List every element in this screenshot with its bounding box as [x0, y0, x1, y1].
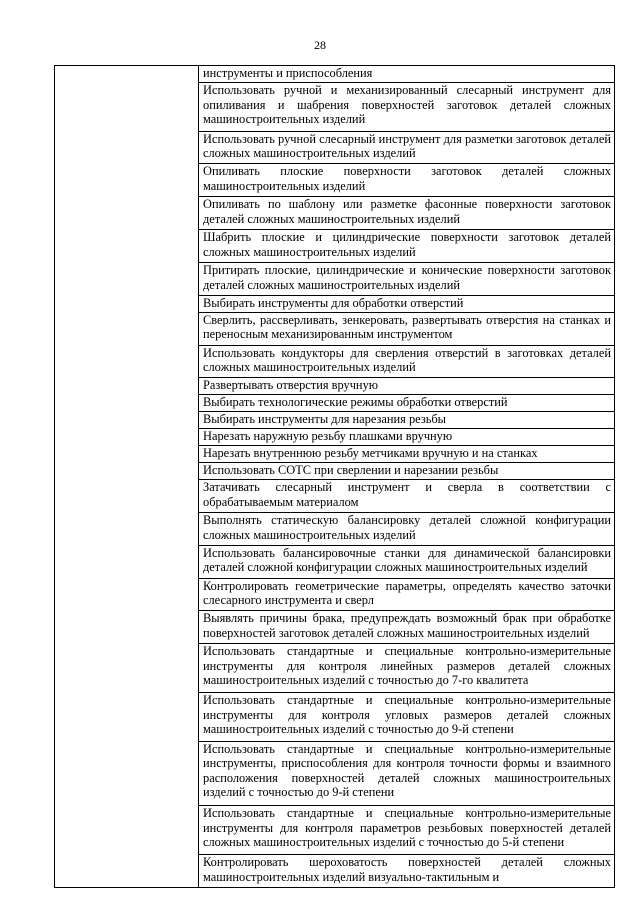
skill-cell: [199, 463, 615, 480]
skill-cell: [199, 578, 615, 611]
skill-cell: [199, 741, 615, 806]
skill-text: Использовать стандартные и специальные контрольно-измерительные инструменты для контроля линейных размеров деталей сложных машиностроительных изделий с точностью до 7-го квалитета: [203, 644, 611, 688]
skill-text: Использовать стандартные и специальные контрольно-измерительные инструменты, приспособления для контроля точности формы и взаимного расположения поверхностей деталей сложных машиностроительных изделий с точностью до 9-й степени: [203, 741, 611, 800]
table-row: [55, 66, 615, 83]
skill-cell: [199, 378, 615, 395]
skill-text: Использовать ручной слесарный инструмент для разметки заготовок деталей сложных машиностроительных изделий: [203, 131, 611, 161]
skill-cell: [199, 345, 615, 378]
page-number: 28: [314, 38, 326, 52]
skill-cell: [199, 644, 615, 693]
skill-text: Выбирать инструменты для обработки отверстий: [203, 295, 464, 310]
skill-text: Шабрить плоские и цилиндрические поверхности заготовок деталей сложных машиностроительных изделий: [203, 230, 611, 259]
skill-cell: [199, 692, 615, 741]
skill-cell: [199, 806, 615, 855]
skill-text: Развертывать отверстия вручную: [203, 378, 379, 393]
skill-text: Опиливать плоские поверхности заготовок деталей сложных машиностроительных изделий: [203, 164, 611, 194]
skill-cell: [199, 66, 615, 83]
skill-text: Выбирать инструменты для нарезания резьбы: [203, 412, 446, 427]
skill-text: Сверлить, рассверливать, зенкеровать, развертывать отверстия на станках и переносным механизированным инструментом: [203, 312, 611, 342]
skill-cell: [199, 395, 615, 412]
empty-left-column-cell: [55, 66, 199, 888]
skill-text: Использовать СОТС при сверлении и нарезании резьбы: [203, 463, 499, 478]
skill-cell: [199, 164, 615, 197]
skill-text: Выбирать технологические режимы обработки отверстий: [203, 395, 508, 410]
skill-text: Затачивать слесарный инструмент и сверла в соответствии с обрабатываемым материалом: [203, 480, 611, 509]
skill-text: Контролировать геометрические параметры, определять качество заточки слесарного инструмента и сверл: [203, 578, 611, 608]
skill-text: Опиливать по шаблону или разметке фасонные поверхности заготовок деталей сложных машиностроительных изделий: [203, 197, 611, 226]
skill-cell: [199, 262, 615, 295]
skill-cell: [199, 230, 615, 263]
skill-text: Использовать стандартные и специальные контрольно-измерительные инструменты для контроля параметров резьбовых поверхностей деталей сложных машиностроительных изделий с точностью до 5-й степени: [203, 806, 611, 850]
skill-cell: [199, 446, 615, 463]
skill-text: Использовать стандартные и специальные контрольно-измерительные инструменты для контроля угловых размеров деталей сложных машиностроительных изделий с точностью до 9-й степени: [203, 692, 611, 737]
skill-text: Использовать ручной и механизированный слесарный инструмент для опиливания и шабрения поверхностей заготовок деталей сложных машиностроительных изделий: [203, 82, 611, 127]
skill-cell: [199, 82, 615, 131]
skill-text: Использовать кондукторы для сверления отверстий в заготовках деталей сложных машиностроительных изделий: [203, 345, 611, 375]
skill-text: Нарезать внутреннюю резьбу метчиками вручную и на станках: [203, 446, 538, 461]
skill-text: Использовать балансировочные станки для динамической балансировки деталей сложной конфигурации сложных машиностроительных изделий: [203, 545, 611, 575]
skill-cell: [199, 611, 615, 644]
skill-text: Контролировать шероховатость поверхностей деталей сложных машиностроительных изделий визуально-тактильным и: [203, 854, 611, 884]
skill-cell: [199, 545, 615, 578]
skill-text: Притирать плоские, цилиндрические и конические поверхности заготовок деталей сложных машиностроительных изделий: [203, 262, 611, 292]
skill-text: Нарезать наружную резьбу плашками вручную: [203, 429, 453, 444]
skill-cell: [199, 412, 615, 429]
skill-text: инструменты и приспособления: [203, 66, 373, 80]
skill-cell: [199, 854, 615, 887]
skills-table: [54, 65, 615, 888]
skills-table-body: [55, 66, 615, 888]
skill-text: Выявлять причины брака, предупреждать возможный брак при обработке поверхностей заготовок деталей сложных машиностроительных изделий: [203, 611, 611, 641]
skill-text: Выполнять статическую балансировку деталей сложной конфигурации сложных машиностроительных изделий: [203, 512, 611, 542]
skill-cell: [199, 512, 615, 545]
skill-cell: [199, 480, 615, 513]
skill-cell: [199, 312, 615, 345]
skill-cell: [199, 429, 615, 446]
skill-cell: [199, 131, 615, 164]
skill-cell: [199, 295, 615, 312]
skill-cell: [199, 197, 615, 230]
